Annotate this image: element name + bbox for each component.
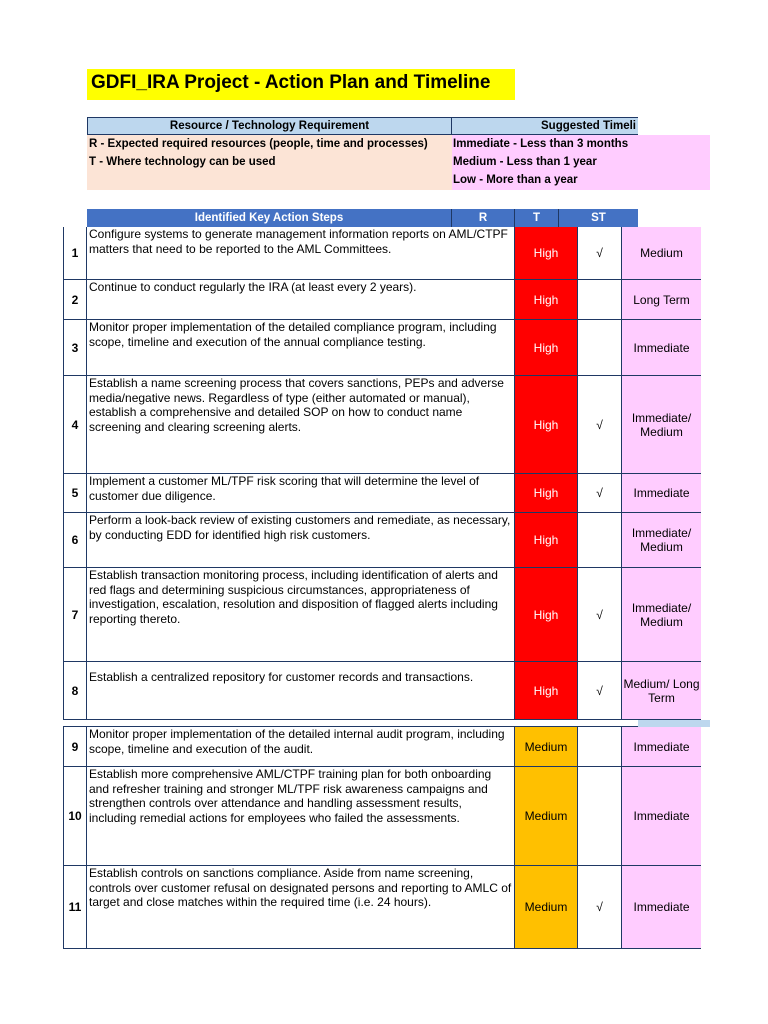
suggested-timeline: Immediate/ Medium: [622, 376, 701, 474]
resource-legend-line: T - Where technology can be used: [89, 156, 276, 168]
resource-rating: High: [515, 568, 578, 662]
suggested-timeline: Immediate/ Medium: [622, 513, 701, 568]
column-header-steps: Identified Key Action Steps: [87, 209, 452, 227]
action-step-text: Configure systems to generate management information reports on AML/CTPF matters that need to be reported to the AML Committees.: [87, 227, 515, 280]
timeline-legend-header: [452, 117, 638, 135]
row-number: 11: [63, 866, 87, 949]
resource-rating: High: [515, 320, 578, 376]
section-divider: [63, 720, 638, 727]
row-number: 4: [63, 376, 87, 474]
row-number: 1: [63, 227, 87, 280]
title-highlight: [87, 69, 515, 100]
resource-rating: High: [515, 227, 578, 280]
row-number: 3: [63, 320, 87, 376]
action-step-text: Establish a centralized repository for customer records and transactions.: [87, 662, 515, 720]
technology-check: [578, 280, 622, 320]
technology-check: [578, 513, 622, 568]
technology-check: √: [578, 227, 622, 280]
technology-check: √: [578, 866, 622, 949]
action-step-text: Establish a name screening process that covers sanctions, PEPs and adverse media/negative news. Regardless of type (either automated or manual), establish a comprehensive and detailed SOP on how to conduct name screening and clearing screening alerts.: [87, 376, 515, 474]
column-header-st: ST: [559, 209, 638, 227]
row-number: 7: [63, 568, 87, 662]
table-row: [63, 474, 690, 513]
resource-legend-line: R - Expected required resources (people, time and processes): [89, 138, 428, 150]
table-row: [63, 767, 690, 866]
action-step-text: Perform a look-back review of existing customers and remediate, as necessary, by conducting EDD for identified high risk customers.: [87, 513, 515, 568]
action-step-text: Establish controls on sanctions compliance. Aside from name screening, controls over customer refusal on designated persons and reporting to AMLC of target and close matches within the required time (i.e. 24 hours).: [87, 866, 515, 949]
resource-rating: High: [515, 280, 578, 320]
table-row: [63, 227, 683, 280]
technology-check: √: [578, 376, 622, 474]
row-number: 5: [63, 474, 87, 513]
suggested-timeline: Long Term: [622, 280, 701, 320]
row-number: 8: [63, 662, 87, 720]
table-row: [63, 727, 690, 767]
column-header-r: R: [452, 209, 515, 227]
timeline-legend-line: Immediate - Less than 3 months: [453, 138, 629, 150]
suggested-timeline: Medium/ Long Term: [622, 662, 701, 720]
table-row: [63, 376, 692, 474]
table-row: [63, 320, 690, 376]
technology-check: √: [578, 568, 622, 662]
resource-rating: High: [515, 376, 578, 474]
resource-rating: Medium: [515, 727, 578, 767]
suggested-timeline: Immediate: [622, 866, 701, 949]
suggested-timeline: Medium: [622, 227, 701, 280]
suggested-timeline: Immediate: [622, 474, 701, 513]
resource-rating: High: [515, 662, 578, 720]
suggested-timeline: Immediate: [622, 767, 701, 866]
resource-legend-header: Resource / Technology Requirement: [87, 117, 452, 135]
timeline-legend: [452, 135, 710, 190]
suggested-timeline: Immediate/ Medium: [622, 568, 701, 662]
action-step-text: Continue to conduct regularly the IRA (at least every 2 years).: [87, 280, 515, 320]
row-number: 9: [63, 727, 87, 767]
table-row: [63, 568, 692, 662]
resource-rating: Medium: [515, 767, 578, 866]
row-number: 6: [63, 513, 87, 568]
action-step-text: Monitor proper implementation of the detailed internal audit program, including scope, timeline and execution of the audit.: [87, 727, 515, 767]
timeline-legend-line: Low - More than a year: [453, 174, 578, 186]
timeline-legend-line: Medium - Less than 1 year: [453, 156, 597, 168]
technology-check: [578, 727, 622, 767]
resource-rating: High: [515, 474, 578, 513]
section-divider-accent: [638, 720, 710, 727]
table-row: [63, 866, 690, 949]
column-header-t: T: [515, 209, 559, 227]
table-row: [63, 662, 700, 720]
page-title: GDFI_IRA Project - Action Plan and Timeline: [91, 72, 491, 93]
resource-rating: Medium: [515, 866, 578, 949]
technology-check: [578, 767, 622, 866]
action-step-text: Establish more comprehensive AML/CTPF training plan for both onboarding and refresher training and stronger ML/TPF risk awareness campaigns and strengthen controls over attendance and handling assessment results, including remedial actions for employees who failed the assessments.: [87, 767, 515, 866]
timeline-legend-header-label: Suggested Timeli: [541, 120, 637, 132]
action-step-text: Implement a customer ML/TPF risk scoring that will determine the level of customer due diligence.: [87, 474, 515, 513]
table-row: [63, 280, 690, 320]
suggested-timeline: Immediate: [622, 727, 701, 767]
action-step-text: Monitor proper implementation of the detailed compliance program, including scope, timeline and execution of the annual compliance testing.: [87, 320, 515, 376]
action-step-text: Establish transaction monitoring process, including identification of alerts and red flags and determining suspicious circumstances, appropriateness of investigation, escalation, resolution and disposition of flagged alerts including reporting thereto.: [87, 568, 515, 662]
resource-rating: High: [515, 513, 578, 568]
technology-check: [578, 320, 622, 376]
technology-check: √: [578, 474, 622, 513]
row-number: 10: [63, 767, 87, 866]
table-row: [63, 513, 692, 568]
technology-check: √: [578, 662, 622, 720]
suggested-timeline: Immediate: [622, 320, 701, 376]
resource-legend: [87, 135, 452, 190]
row-number: 2: [63, 280, 87, 320]
